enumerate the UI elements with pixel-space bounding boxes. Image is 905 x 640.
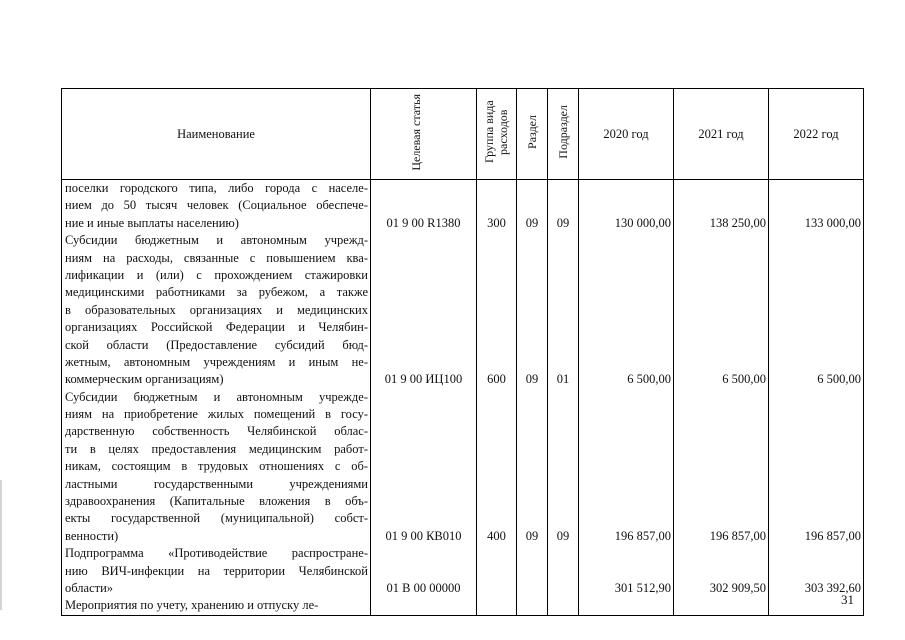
subsection-value	[548, 580, 578, 597]
y2021-value: 302 909,50	[709, 580, 766, 595]
code-value: 01 9 00 ИЦ100	[384, 372, 463, 387]
name-line: венности)	[65, 528, 119, 543]
y2022-value: 303 392,60	[804, 580, 861, 595]
subsection-value: 09	[556, 215, 570, 230]
y2020-value: 6 500,00	[627, 372, 671, 387]
header-2022: 2022 год	[769, 89, 864, 180]
group-value: 600	[487, 372, 506, 387]
amount-2021-cell	[674, 180, 769, 616]
header-subsection: Подраздел	[548, 89, 579, 180]
name-line: здравоохранения (Капитальные вложения в объ-	[65, 494, 368, 509]
subsection-value: 09	[556, 528, 570, 543]
y2021-value: 138 250,00	[709, 215, 766, 230]
amount-2022-cell	[769, 180, 864, 616]
y2020-value: 196 857,00	[614, 528, 671, 543]
name-line: Мероприятия по учету, хранению и отпуску ле-	[65, 598, 319, 613]
section-value: 09	[525, 528, 539, 543]
scan-edge-mark	[0, 480, 2, 610]
group-value	[477, 580, 516, 597]
code-value: 01 В 00 00000	[386, 580, 461, 595]
subsection-value: 01	[556, 372, 570, 387]
name-line: организациях Российской Федерации и Челябин-	[65, 320, 368, 335]
y2022-value: 196 857,00	[804, 528, 861, 543]
y2022-value: 6 500,00	[817, 372, 861, 387]
header-section: Раздел	[517, 89, 548, 180]
name-line: нию ВИЧ-инфекции на территории Челябинской	[65, 563, 368, 578]
y2021-value: 6 500,00	[722, 372, 766, 387]
subsection-cell	[548, 180, 579, 616]
name-line: Субсидии бюджетным и автономным учрежд-	[65, 233, 368, 248]
section-value	[517, 580, 547, 597]
group-value: 300	[487, 215, 506, 230]
header-target-article: Целевая статья	[371, 89, 477, 180]
amount-2020-cell	[579, 180, 674, 616]
name-line: нием до 50 тысяч человек (Социальное обеспече-	[65, 198, 368, 213]
group-cell	[477, 180, 517, 616]
header-2020: 2020 год	[579, 89, 674, 180]
header-2021: 2021 год	[674, 89, 769, 180]
name-line: ниям на приобретение жилых помещений в госу-	[65, 407, 368, 422]
name-line: коммерческим организациям)	[65, 372, 224, 387]
y2020-value: 301 512,90	[614, 580, 671, 595]
name-cell	[62, 180, 371, 616]
name-line: ластными государственными учреждениями	[65, 476, 368, 491]
y2021-value: 196 857,00	[709, 528, 766, 543]
table-body-row	[62, 180, 864, 616]
name-line: дарственную собственность Челябинской облас-	[65, 424, 368, 439]
name-line: ской области (Предоставление субсидий бюд-	[65, 337, 368, 352]
code-value: 01 9 00 R1380	[386, 215, 461, 230]
name-line: никам, состоящим в трудовых отношениях с об-	[65, 459, 368, 474]
name-line: поселки городского типа, либо города с населе-	[65, 181, 368, 195]
group-value: 400	[487, 528, 506, 543]
code-value: 01 9 00 КВ010	[385, 528, 462, 543]
name-line: ние и иные выплаты населению)	[65, 215, 239, 230]
name-line: области»	[65, 580, 114, 595]
name-line: ти в целях предоставления медицинским работ-	[65, 441, 368, 456]
y2022-value: 133 000,00	[804, 215, 861, 230]
section-value: 09	[525, 372, 539, 387]
section-value: 09	[525, 215, 539, 230]
name-line: лификации и (или) с прохождением стажировки	[65, 267, 368, 282]
section-cell	[517, 180, 548, 616]
name-line: медицинскими работниками за рубежом, а также	[65, 285, 368, 300]
name-line: Субсидии бюджетным и автономным учрежде-	[65, 389, 368, 404]
name-line: ниям на расходы, связанные с повышением ква-	[65, 250, 368, 265]
header-name: Наименование	[62, 89, 371, 180]
table-header-row	[62, 89, 864, 180]
y2020-value: 130 000,00	[614, 215, 671, 230]
name-line: Подпрограмма «Противодействие распростране-	[65, 546, 368, 561]
code-cell	[371, 180, 477, 616]
name-line: жетным, автономным учреждениям и иным не-	[65, 354, 368, 369]
header-expense-group: Группа вида расходов	[477, 89, 517, 180]
budget-table	[61, 88, 864, 616]
name-line: екты государственной (муниципальной) собст-	[65, 511, 368, 526]
page-number: 31	[841, 592, 854, 607]
name-line: в образовательных организациях и медицинских	[65, 302, 368, 317]
